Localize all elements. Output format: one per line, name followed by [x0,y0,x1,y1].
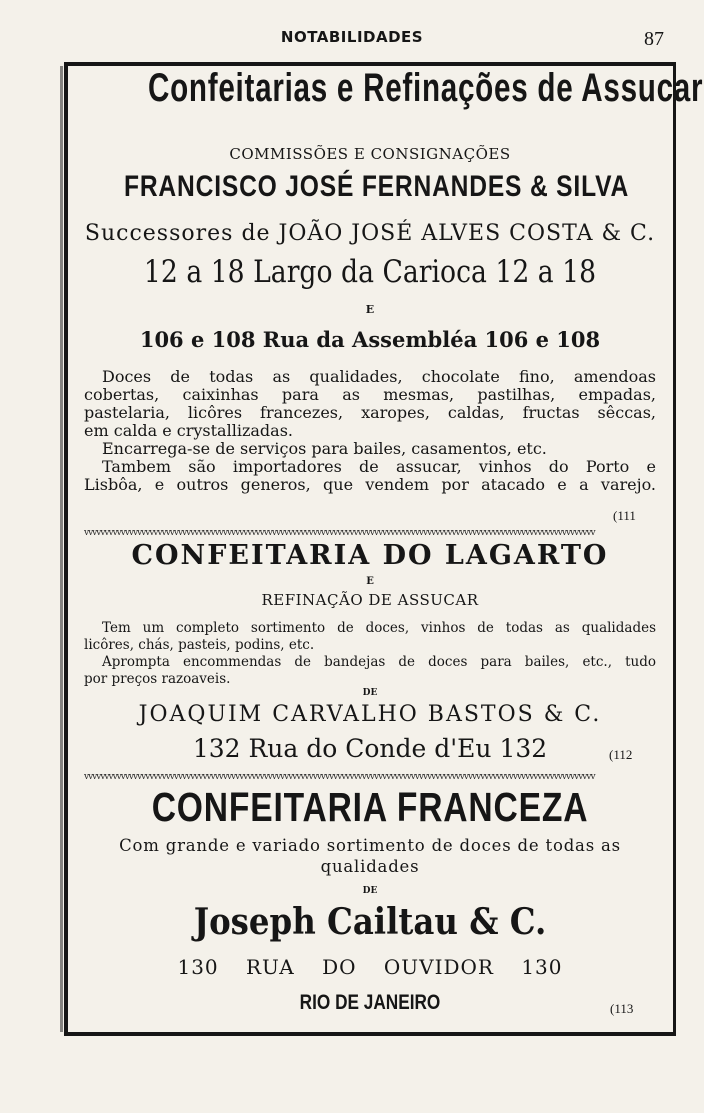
ornamental-divider: vvvvvvvvvvvvvvvvvvvvvvvvvvvvvvvvvvvvvvvvvvvvvvvvvvvvvvvvvvvvvvvvvvvvvvvvvvvvvvvvvvvvvvvvvvvvvvvvvvvvvvvvvvvvvvvvvvvvvvvvvvvvv [84,774,595,780]
ad1-address-2: 106 e 108 Rua da Assembléa 106 e 108 [139,327,601,352]
ad3-reference-number: (113 [610,1001,634,1016]
ad2-de: DE [362,688,378,698]
ad1-body [84,368,656,494]
ad1-body-line: pastelaria, licôres francezes, xaropes, caldas, fructas sêccas, [84,403,656,422]
ad2-body-line: Tem um completo sortimento de doces, vinhos de todas as qualidades [102,620,656,636]
ad1-address-1: 12 a 18 Largo da Carioca 12 a 18 [143,254,597,290]
ad2-subheadline: REFINAÇÃO DE ASSUCAR [261,591,479,609]
ad2-body [84,620,656,688]
ad3-body-line-2: qualidades [320,857,420,876]
ad2-reference-number: (112 [609,747,633,762]
ad1-body-line: Lisbôa, e outros generos, que vendem por atacado e a varejo. [84,475,656,494]
ad1-body-line: Tambem são importadores de assucar, vinhos do Porto e [102,457,656,476]
ad3-de: DE [362,886,378,896]
ad2-body-line: por preços razoaveis. [84,671,231,687]
ad1-body-line: Encarrega-se de serviços para bailes, casamentos, etc. [102,439,547,458]
ad3-body-line-1: Com grande e variado sortimento de doces de todas as [119,836,621,855]
ad1-subheadline: COMMISSÕES E CONSIGNAÇÕES [229,145,511,163]
ad2-owner: JOAQUIM CARVALHO BASTOS & C. [138,702,602,727]
ad1-reference-number: (111 [613,508,636,523]
ad3-address: 130 RUA DO OUVIDOR 130 [177,955,563,979]
ad1-body-line: em calda e crystallizadas. [84,421,293,440]
ad1-body-line: cobertas, caixinhas para as mesmas, pastilhas, empadas, [84,385,656,404]
ad2-body-line: licôres, chás, pasteis, podins, etc. [84,637,315,653]
page-number: 87 [644,28,664,50]
ad2-body-line: Apromptа encommendas de bandejas de doces para bailes, etc., tudo [102,654,656,670]
ad1-body-line: Doces de todas as qualidades, chocolate fino, amendoas [102,367,656,386]
running-header: NOTABILIDADES [280,28,424,46]
ad1-conjunction: E [365,303,375,316]
ornamental-divider: vvvvvvvvvvvvvvvvvvvvvvvvvvvvvvvvvvvvvvvvvvvvvvvvvvvvvvvvvvvvvvvvvvvvvvvvvvvvvvvvvvvvvvvvvvvvvvvvvvvvvvvvvvvvvvvvvvvvvvvvvvvvv [84,530,595,536]
ad1-successors: Successores de JOÃO JOSÉ ALVES COSTA & C. [84,221,656,246]
ad2-conjunction: E [366,576,374,587]
ad3-city: RIO DE JANEIRO [299,991,441,1014]
ad3-owner: Joseph Cailtau & C. [193,901,547,943]
ad1-headline: Confeitarias e Refinações de Assucar [148,66,704,110]
ad2-address: 132 Rua do Conde d'Eu 132 [192,734,548,763]
ad1-firm-name: FRANCISCO JOSÉ FERNANDES & SILVA [124,170,630,203]
ad2-headline: CONFEITARIA DO LAGARTO [131,540,609,571]
ad3-headline: CONFEITARIA FRANCEZA [151,784,589,830]
